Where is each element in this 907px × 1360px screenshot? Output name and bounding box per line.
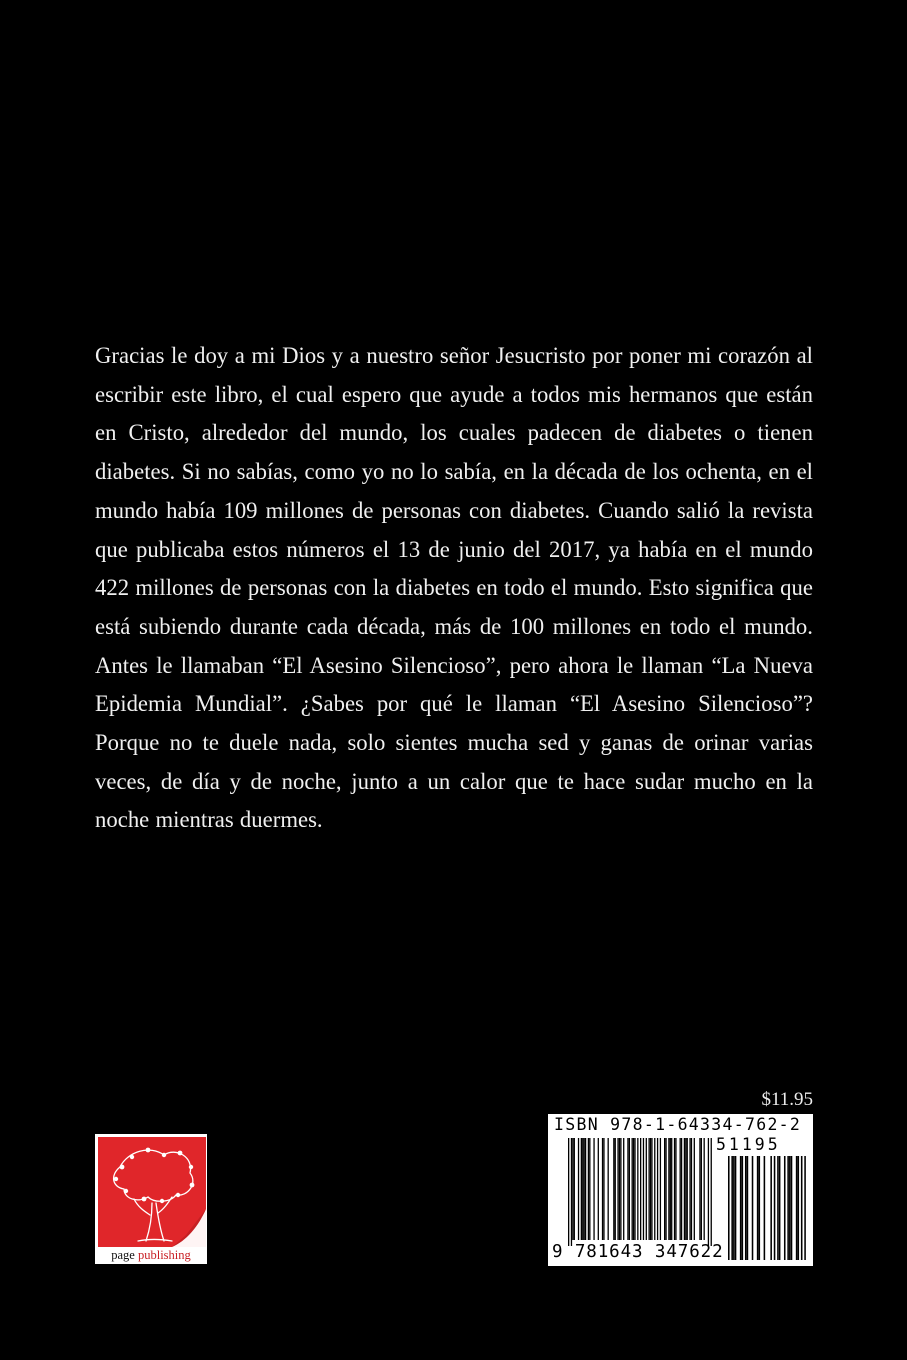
barcode-bar: [685, 1138, 686, 1240]
barcode-bar: [774, 1156, 776, 1260]
barcode-bar: [671, 1138, 672, 1240]
barcode-bar: [789, 1156, 791, 1260]
barcode-bar: [681, 1138, 682, 1240]
barcode-bar: [784, 1156, 786, 1260]
barcode-bar: [640, 1138, 641, 1240]
barcode-bar: [589, 1138, 590, 1240]
barcode-bar: [633, 1138, 634, 1240]
barcode-bar: [568, 1138, 569, 1246]
barcode-bar: [657, 1138, 658, 1240]
barcode-bar: [602, 1138, 603, 1240]
barcode-bar: [728, 1156, 730, 1260]
barcode-bar: [643, 1138, 644, 1240]
barcode-bar: [637, 1138, 638, 1240]
barcode-bar: [747, 1156, 749, 1260]
barcode-bar: [687, 1138, 688, 1240]
barcode-bar: [620, 1138, 621, 1240]
barcode-bar: [650, 1138, 651, 1240]
barcode-bar: [581, 1138, 582, 1240]
barcode-bar: [752, 1156, 754, 1260]
barcode-bar: [623, 1138, 624, 1240]
barcode-bar: [665, 1138, 666, 1240]
barcode-bar: [654, 1138, 655, 1240]
publisher-logo: [95, 1134, 207, 1264]
barcode-bar: [699, 1138, 700, 1240]
barcode-bar: [779, 1156, 781, 1260]
publisher-logo-mark: [98, 1137, 206, 1247]
tree-icon: [98, 1137, 206, 1247]
ean-digits: 9 781643 347622: [552, 1242, 724, 1262]
barcode-bar: [674, 1138, 675, 1240]
barcode-bar: [704, 1138, 705, 1240]
barcode-bar: [691, 1138, 692, 1240]
barcode-bar: [757, 1156, 759, 1260]
barcode-bar: [689, 1138, 690, 1240]
barcode-bar: [735, 1156, 737, 1260]
barcode-bar: [617, 1138, 618, 1240]
barcode-bar: [582, 1138, 583, 1240]
barcode-bar: [708, 1138, 709, 1246]
barcode-bar: [684, 1138, 685, 1240]
barcode-bar: [740, 1156, 742, 1260]
barcode-bar: [574, 1138, 575, 1240]
barcode-bar: [701, 1138, 702, 1240]
barcode-bar: [801, 1156, 803, 1260]
barcode-bar: [680, 1138, 681, 1240]
barcode-bar: [615, 1138, 616, 1240]
publisher-name: [96, 1247, 206, 1263]
barcode-bar: [694, 1138, 695, 1240]
barcode-bar: [648, 1138, 649, 1240]
barcode-bar: [670, 1138, 671, 1240]
barcode-bar: [646, 1138, 647, 1240]
price-label: $11.95: [761, 1089, 813, 1110]
barcode-bar: [627, 1138, 628, 1240]
barcode-addon-number: 51195: [716, 1135, 781, 1154]
barcode-bar: [651, 1138, 652, 1240]
barcode-bar: [585, 1138, 586, 1240]
barcode-bar: [745, 1156, 747, 1260]
barcode-bar: [764, 1156, 766, 1260]
barcode-bar: [660, 1138, 661, 1240]
barcode-bar: [578, 1138, 579, 1240]
barcode-bar: [603, 1138, 604, 1240]
barcode-bar: [593, 1138, 594, 1240]
publisher-name-part1: page: [111, 1248, 135, 1262]
barcode-bar: [619, 1138, 620, 1240]
isbn-barcode: [548, 1114, 813, 1266]
barcode-bar: [711, 1138, 712, 1246]
barcode-bar: [584, 1138, 585, 1240]
barcode-bar: [759, 1156, 761, 1260]
barcode-bar: [571, 1138, 572, 1246]
barcode-bar: [588, 1138, 589, 1240]
barcode-bar: [629, 1138, 630, 1240]
barcode-bar: [742, 1156, 744, 1260]
barcode-bar: [675, 1138, 676, 1240]
publisher-name-part2: publishing: [137, 1248, 191, 1262]
barcode-bar: [787, 1156, 789, 1260]
barcode-bar: [632, 1138, 633, 1240]
barcode-bar: [796, 1156, 798, 1260]
barcode-bar: [731, 1156, 733, 1260]
barcode-bar: [613, 1138, 614, 1240]
barcode-bar: [634, 1138, 635, 1240]
barcode-bar: [733, 1156, 735, 1260]
isbn-label: ISBN 978-1-64334-762-2: [554, 1115, 802, 1134]
barcode-bar: [804, 1156, 806, 1260]
barcode-bar: [798, 1156, 800, 1260]
barcode-bar: [608, 1138, 609, 1240]
barcode-bar: [664, 1138, 665, 1240]
barcode-bar: [777, 1156, 779, 1260]
back-cover-blurb: Gracias le doy a mi Dios y a nuestro señor Jesucristo por poner mi corazón al escribir este libro, el cual espero que ayude a todos mis hermanos que están en Cristo, alrededor del mundo, los cuales padecen de diabetes o tienen diabetes. Si no sabías, como yo no lo sabía, en la década de los ochenta, en el mundo había 109 millones de personas con diabetes. Cuando salió la revista que publicaba estos números el 13 de junio del 2017, ya había en el mundo 422 millones de personas con la diabetes en todo el mundo. Esto significa que está subiendo durante cada década, más de 100 millones en todo el mundo. Antes le llamaban “El Asesino Silencioso”, pero ahora le llaman “La Nueva Epidemia Mundial”. ¿Sabes por qué le llaman “El Asesino Silencioso”? Porque no te duele nada, solo sientes mucha sed y ganas de orinar varias veces, de día y de noche, junto a un calor que te hace sudar mucho en la noche mientras duermes.: [95, 343, 813, 833]
barcode-bar: [791, 1156, 793, 1260]
barcode-bar: [770, 1156, 772, 1260]
barcode-bar: [598, 1138, 599, 1240]
barcode-bar: [668, 1138, 669, 1240]
barcode-bar: [572, 1138, 573, 1240]
